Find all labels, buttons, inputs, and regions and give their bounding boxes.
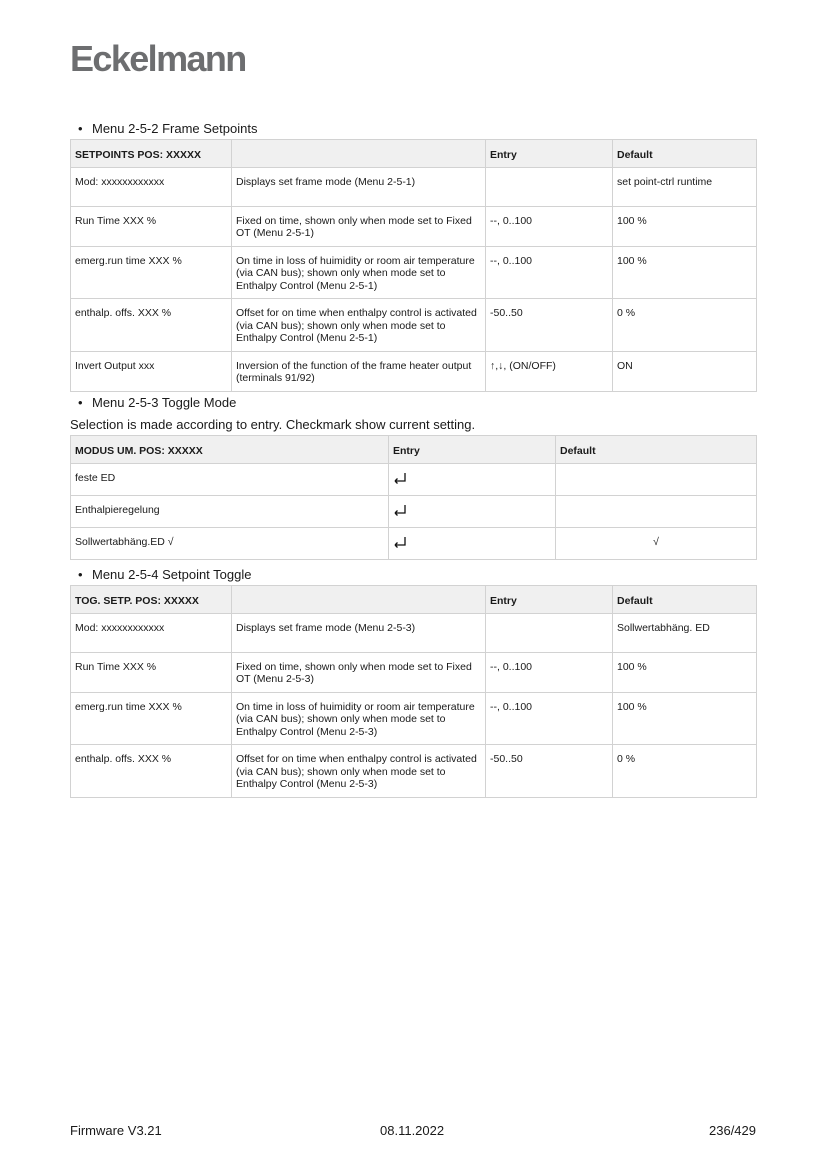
parameter-cell: emerg.run time XXX %: [71, 246, 232, 299]
company-logo: Eckelmann: [70, 38, 246, 79]
entry-cell: -50..50: [486, 299, 613, 352]
default-cell: [556, 463, 757, 495]
setpoint-toggle-table: [70, 585, 757, 798]
enter-key-icon: [393, 504, 407, 516]
header-cell: SETPOINTS POS: XXXXX: [71, 140, 232, 168]
table-row: [71, 495, 757, 527]
section-title-text: Menu 2-5-3 Toggle Mode: [92, 395, 237, 410]
parameter-cell: Run Time XXX %: [71, 652, 232, 692]
parameter-cell: Mod: xxxxxxxxxxxx: [71, 167, 232, 206]
description-cell: On time in loss of huimidity or room air temperature (via CAN bus); shown only when mode set to Enthalpy Control (Menu 2-5-3): [232, 692, 486, 745]
description-cell: Inversion of the function of the frame heater output (terminals 91/92): [232, 351, 486, 391]
table-row: [71, 246, 757, 299]
description-cell: Offset for on time when enthalpy control is activated (via CAN bus); shown only when mode set to Enthalpy Control (Menu 2-5-3): [232, 745, 486, 798]
entry-cell: --, 0..100: [486, 246, 613, 299]
frame-setpoints-table: [70, 139, 757, 392]
table-row: [71, 351, 757, 391]
entry-cell: [486, 167, 613, 206]
enter-key-icon: [393, 472, 407, 484]
header-cell: [232, 586, 486, 614]
footer-firmware: Firmware V3.21: [70, 1123, 162, 1138]
section-title-setpoint-toggle: [78, 567, 251, 582]
description-cell: Fixed on time, shown only when mode set to Fixed OT (Menu 2-5-1): [232, 206, 486, 246]
bullet: •: [78, 121, 83, 136]
footer-date: 08.11.2022: [380, 1123, 445, 1138]
entry-cell: --, 0..100: [486, 652, 613, 692]
default-cell: 100 %: [613, 206, 757, 246]
entry-cell: [389, 463, 556, 495]
footer-page-number: 236/429: [709, 1123, 756, 1138]
default-cell: [556, 495, 757, 527]
parameter-cell: emerg.run time XXX %: [71, 692, 232, 745]
header-cell: Entry: [486, 586, 613, 614]
description-cell: On time in loss of huimidity or room air temperature (via CAN bus); shown only when mode set to Enthalpy Control (Menu 2-5-1): [232, 246, 486, 299]
entry-cell: --, 0..100: [486, 692, 613, 745]
table-header-row: [71, 436, 757, 464]
entry-cell: [389, 495, 556, 527]
table-row: [71, 692, 757, 745]
default-cell: 100 %: [613, 692, 757, 745]
table-row: [71, 167, 757, 206]
default-cell: Sollwertabhäng. ED: [613, 613, 757, 652]
section-title-frame-setpoints: [78, 121, 257, 136]
header-cell: Default: [613, 586, 757, 614]
header-cell: Entry: [486, 140, 613, 168]
option-cell: Enthalpieregelung: [71, 495, 389, 527]
description-cell: Offset for on time when enthalpy control is activated (via CAN bus); shown only when mode set to Enthalpy Control (Menu 2-5-1): [232, 299, 486, 352]
section-title-toggle-mode: [78, 395, 236, 410]
toggle-mode-table: [70, 435, 757, 560]
parameter-cell: enthalp. offs. XXX %: [71, 745, 232, 798]
entry-cell: [389, 527, 556, 559]
table-row: [71, 613, 757, 652]
header-cell: TOG. SETP. POS: XXXXX: [71, 586, 232, 614]
default-cell: 0 %: [613, 745, 757, 798]
description-cell: Fixed on time, shown only when mode set to Fixed OT (Menu 2-5-3): [232, 652, 486, 692]
entry-cell: -50..50: [486, 745, 613, 798]
default-cell: 100 %: [613, 652, 757, 692]
default-cell: set point-ctrl runtime: [613, 167, 757, 206]
table-row: [71, 527, 757, 559]
table-row: [71, 299, 757, 352]
option-cell: feste ED: [71, 463, 389, 495]
parameter-cell: enthalp. offs. XXX %: [71, 299, 232, 352]
option-cell: Sollwertabhäng.ED √: [71, 527, 389, 559]
header-cell: MODUS UM. POS: XXXXX: [71, 436, 389, 464]
toggle-mode-intro: Selection is made according to entry. Checkmark show current setting.: [70, 417, 476, 432]
parameter-cell: Invert Output xxx: [71, 351, 232, 391]
entry-cell: --, 0..100: [486, 206, 613, 246]
description-cell: Displays set frame mode (Menu 2-5-1): [232, 167, 486, 206]
table-row: [71, 745, 757, 798]
section-title-text: Menu 2-5-4 Setpoint Toggle: [92, 567, 252, 582]
default-cell: 0 %: [613, 299, 757, 352]
default-cell: 100 %: [613, 246, 757, 299]
parameter-cell: Run Time XXX %: [71, 206, 232, 246]
header-cell: Default: [613, 140, 757, 168]
description-cell: Displays set frame mode (Menu 2-5-3): [232, 613, 486, 652]
section-title-text: Menu 2-5-2 Frame Setpoints: [92, 121, 258, 136]
default-cell: √: [556, 527, 757, 559]
table-header-row: [71, 586, 757, 614]
entry-cell: ↑,↓, (ON/OFF): [486, 351, 613, 391]
table-row: [71, 206, 757, 246]
header-cell: Default: [556, 436, 757, 464]
table-row: [71, 463, 757, 495]
parameter-cell: Mod: xxxxxxxxxxxx: [71, 613, 232, 652]
table-header-row: [71, 140, 757, 168]
header-cell: Entry: [389, 436, 556, 464]
header-cell: [232, 140, 486, 168]
bullet: •: [78, 395, 83, 410]
table-row: [71, 652, 757, 692]
entry-cell: [486, 613, 613, 652]
enter-key-icon: [393, 536, 407, 548]
bullet: •: [78, 567, 83, 582]
default-cell: ON: [613, 351, 757, 391]
